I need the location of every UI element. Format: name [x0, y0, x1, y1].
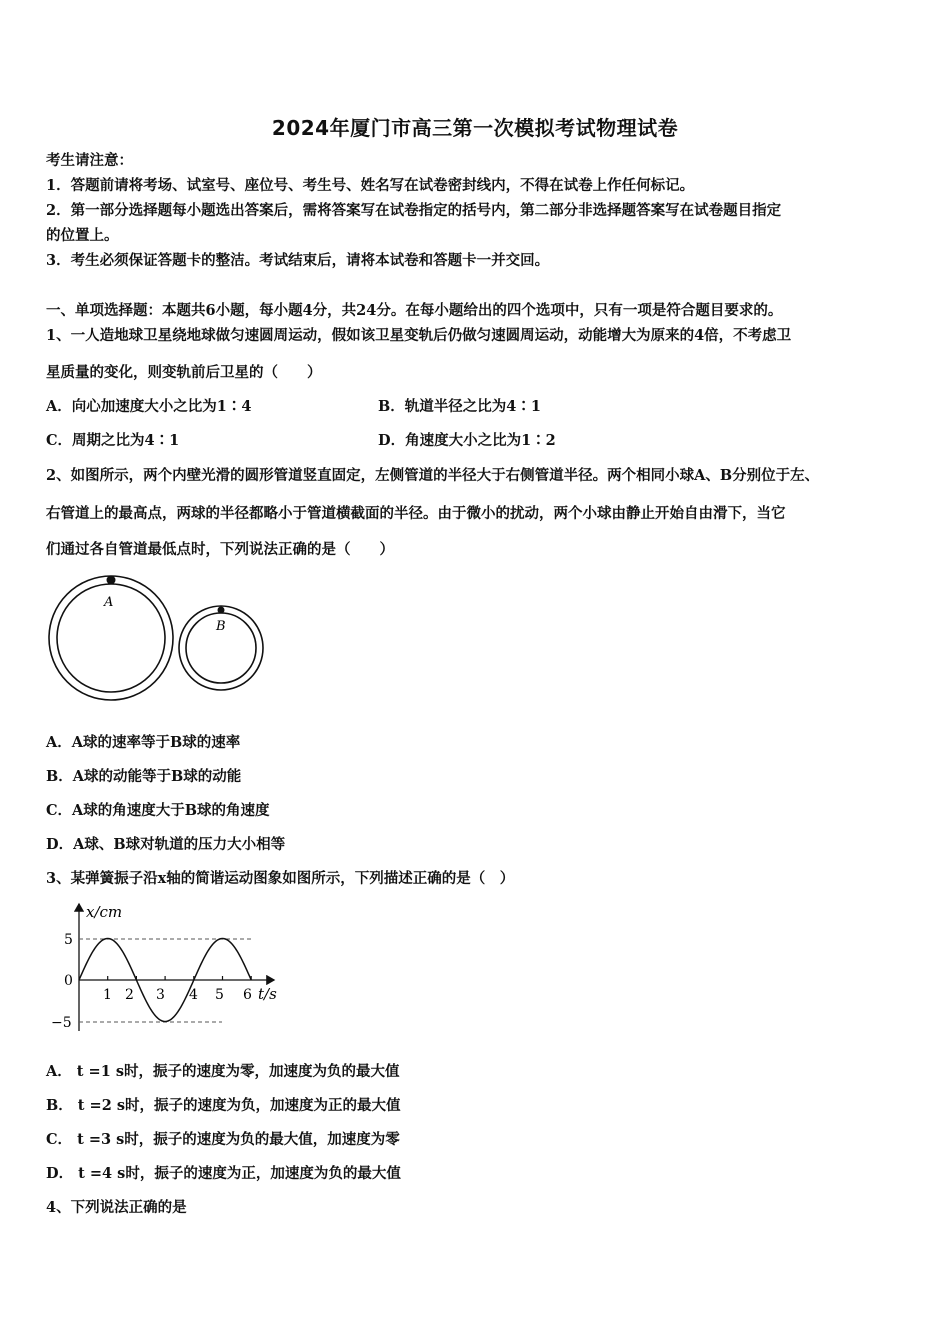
x-tick-label-5: 5 [215, 987, 224, 1003]
y-axis-label: x/cm [86, 903, 123, 921]
q3-option-c: C． t =3 s时，振子的速度为负的最大值，加速度为零 [46, 1131, 400, 1148]
y-label-5: 5 [64, 932, 73, 948]
page-title: 2024年厦门市高三第一次模拟考试物理试卷 [271, 116, 679, 140]
q2-stem-line-2: 右管道上的最高点，两球的半径都略小于管道横截面的半径。由于微小的扰动，两个小球由静止开始自由滑下，当它 [46, 505, 786, 522]
q3-option-b: B． t =2 s时，振子的速度为负，加速度为正的最大值 [46, 1097, 401, 1114]
ball-b [218, 607, 225, 614]
q1-option-d: D．角速度大小之比为1∶2 [378, 432, 556, 449]
q3-option-a: A． t =1 s时，振子的速度为零，加速度为负的最大值 [46, 1063, 400, 1080]
q3-figure [44, 898, 304, 1042]
q2-stem-line-3: 们通过各自管道最低点时，下列说法正确的是（ ） [46, 541, 394, 558]
q3-stem: 3、某弹簧振子沿x轴的简谐运动图象如图所示，下列描述正确的是（ ） [46, 870, 515, 887]
label-b: B [216, 619, 226, 634]
x-tick-label-4: 4 [189, 987, 198, 1003]
y-label-0: 0 [64, 973, 73, 989]
y-label-neg5: −5 [51, 1015, 72, 1031]
q2-option-a: A．A球的速率等于B球的速率 [46, 734, 241, 751]
q1-option-c: C．周期之比为4∶1 [46, 432, 180, 449]
x-tick-label-3: 3 [156, 987, 165, 1003]
section-heading: 一、单项选择题：本题共6小题，每小题4分，共24分。在每小题给出的四个选项中，只有一项是符合题目要求的。 [46, 302, 783, 319]
notice-item-2: 2．第一部分选择题每小题选出答案后，需将答案写在试卷指定的括号内，第二部分非选择题答案写在试卷题目指定 [46, 202, 782, 219]
q3-option-d: D． t =4 s时，振子的速度为正，加速度为负的最大值 [46, 1165, 401, 1182]
x-tick-label-6: 6 [243, 987, 252, 1003]
x-tick-label-1: 1 [103, 987, 112, 1003]
q1-option-b: B．轨道半径之比为4∶1 [378, 398, 541, 415]
q1-option-a: A．向心加速度大小之比为1∶4 [46, 398, 252, 415]
x-tick-label-2: 2 [125, 987, 134, 1003]
q2-stem-line-1: 2、如图所示，两个内壁光滑的圆形管道竖直固定，左侧管道的半径大于右侧管道半径。两个相同小球A、B分别位于左、 [46, 467, 820, 484]
q2-figure [40, 575, 280, 719]
label-a: A [104, 595, 114, 610]
notice-item-2-continued: 的位置上。 [46, 227, 119, 244]
q1-stem-line-2: 星质量的变化，则变轨前后卫星的（ ） [46, 364, 322, 381]
notice-heading: 考生请注意： [46, 152, 133, 169]
q2-option-c: C．A球的角速度大于B球的角速度 [46, 802, 270, 819]
x-axis-label: t/s [258, 985, 277, 1003]
q2-option-b: B．A球的动能等于B球的动能 [46, 768, 242, 785]
q1-stem-line-1: 1、一人造地球卫星绕地球做匀速圆周运动，假如该卫星变轨后仍做匀速圆周运动，动能增大为原来的4倍，不考虑卫 [46, 327, 792, 344]
q4-stem: 4、下列说法正确的是 [46, 1199, 187, 1216]
ball-a [107, 576, 116, 585]
q2-option-d: D．A球、B球对轨道的压力大小相等 [46, 836, 286, 853]
notice-item-3: 3．考生必须保证答题卡的整洁。考试结束后，请将本试卷和答题卡一并交回。 [46, 252, 550, 269]
notice-item-1: 1．答题前请将考场、试室号、座位号、考生号、姓名写在试卷密封线内，不得在试卷上作任何标记。 [46, 177, 695, 194]
